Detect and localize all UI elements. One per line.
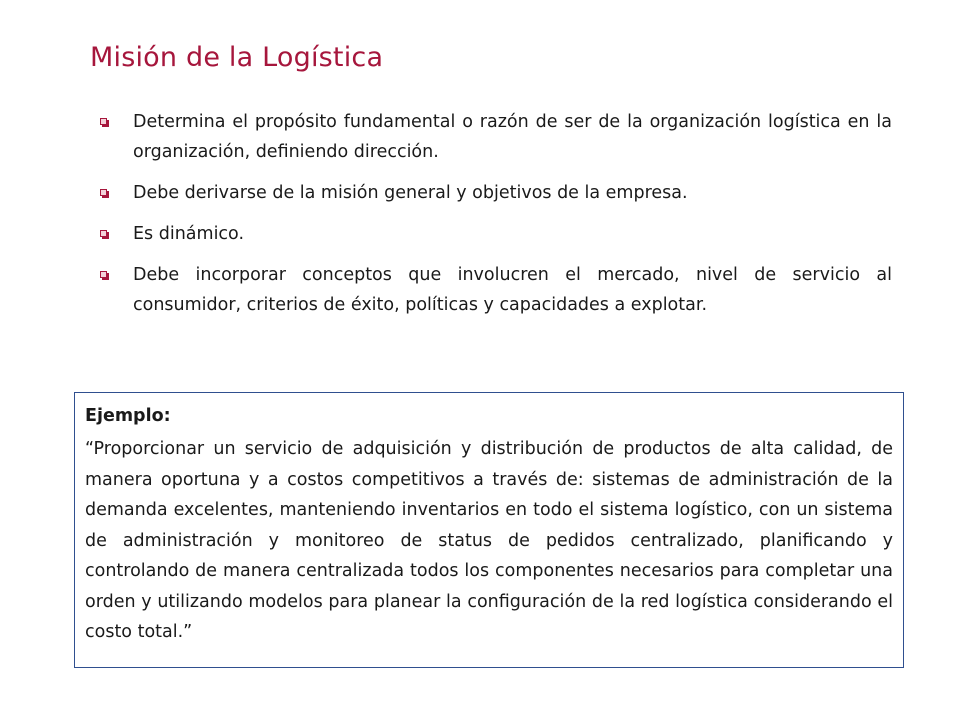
bullet-item xyxy=(100,107,892,167)
square-bullet-icon xyxy=(100,118,107,125)
example-box xyxy=(74,392,904,668)
bullet-item xyxy=(100,178,892,208)
bullet-text: Determina el propósito fundamental o razón de ser de la organización logística en la organización, definiendo dirección. xyxy=(133,112,892,162)
bullet-text: Debe incorporar conceptos que involucren el mercado, nivel de servicio al consumidor, criterios de éxito, políticas y capacidades a explotar. xyxy=(133,265,892,315)
bullet-text: Debe derivarse de la misión general y objetivos de la empresa. xyxy=(133,183,688,203)
example-label: Ejemplo: xyxy=(85,406,171,426)
bullet-item xyxy=(100,219,892,249)
square-bullet-icon xyxy=(100,189,107,196)
square-bullet-icon xyxy=(100,271,107,278)
slide-title: Misión de la Logística xyxy=(90,42,384,73)
bullet-text: Es dinámico. xyxy=(133,224,245,244)
example-text: “Proporcionar un servicio de adquisición y distribución de productos de alta calidad, de manera oportuna y a costos competitivos a través de: sistemas de administración de la demanda excelentes, manteniendo inventarios en todo el sistema logístico, con un sistema de administración y monitoreo de status de pedidos centralizado, planificando y controlando de manera centralizada todos los componentes necesarios para completar una orden y utilizando modelos para planear la configuración de la red logística considerando el costo total.” xyxy=(85,439,893,642)
square-bullet-icon xyxy=(100,230,107,237)
bullet-list xyxy=(100,107,892,331)
bullet-item xyxy=(100,260,892,320)
